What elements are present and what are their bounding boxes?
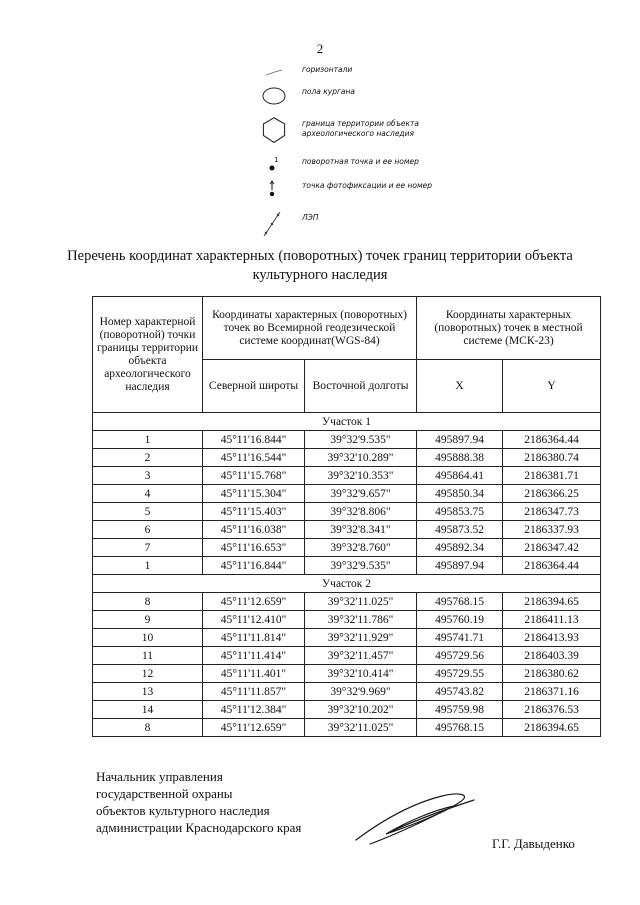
cell-y: 2186380.62 (503, 665, 601, 683)
cell-longitude: 39°32'8.341" (305, 521, 417, 539)
cell-longitude: 39°32'11.457" (305, 647, 417, 665)
legend-item (252, 116, 492, 142)
table-row (93, 431, 601, 449)
cell-latitude: 45°11'16.844" (203, 557, 305, 575)
signer-position-line: объектов культурного наследия (96, 803, 270, 818)
table-row (93, 467, 601, 485)
cell-x: 495743.82 (417, 683, 503, 701)
cell-y: 2186364.44 (503, 557, 601, 575)
cell-y: 2186371.16 (503, 683, 601, 701)
legend-item (252, 178, 492, 204)
cell-latitude: 45°11'12.384" (203, 701, 305, 719)
section-row (93, 575, 601, 593)
cell-point-number: 13 (93, 683, 203, 701)
legend-item (252, 210, 492, 236)
cell-point-number: 1 (93, 557, 203, 575)
cell-longitude: 39°32'10.289" (305, 449, 417, 467)
cell-y: 2186381.71 (503, 467, 601, 485)
cell-y: 2186347.42 (503, 539, 601, 557)
cell-x: 495850.34 (417, 485, 503, 503)
cell-longitude: 39°32'9.657" (305, 485, 417, 503)
cell-y: 2186364.44 (503, 431, 601, 449)
cell-longitude: 39°32'8.760" (305, 539, 417, 557)
legend-item (252, 84, 492, 110)
cell-latitude: 45°11'11.857" (203, 683, 305, 701)
legend-label: пола кургана (302, 87, 356, 96)
cell-y: 2186366.25 (503, 485, 601, 503)
cell-point-number: 10 (93, 629, 203, 647)
table-row (93, 611, 601, 629)
header-msk: Координаты характерных (поворотных) точек в местной системе (МСК-23) (417, 297, 601, 360)
cell-point-number: 8 (93, 719, 203, 737)
cell-y: 2186394.65 (503, 593, 601, 611)
cell-latitude: 45°11'16.844" (203, 431, 305, 449)
cell-latitude: 45°11'15.403" (203, 503, 305, 521)
table-row (93, 521, 601, 539)
polygon-outline-icon (252, 116, 296, 146)
cell-latitude: 45°11'11.414" (203, 647, 305, 665)
header-wgs: Координаты характерных (поворотных) точек во Всемирной геодезической системе координат(WGS-84) (203, 297, 417, 360)
circle-outline-icon (252, 84, 296, 114)
header-north-latitude: Северной широты (203, 360, 305, 413)
cell-latitude: 45°11'16.038" (203, 521, 305, 539)
signer-position-line: Начальник управления (96, 769, 223, 784)
signature (350, 782, 480, 852)
cell-y: 2186411.13 (503, 611, 601, 629)
cell-longitude: 39°32'9.535" (305, 557, 417, 575)
coordinates-table (92, 296, 601, 737)
cell-point-number: 7 (93, 539, 203, 557)
cell-point-number: 1 (93, 431, 203, 449)
header-point-number: Номер характерной (поворотной) точки границы территории объекта археологического наследия (93, 297, 203, 413)
table-row (93, 557, 601, 575)
cell-x: 495897.94 (417, 431, 503, 449)
table-row (93, 719, 601, 737)
cell-y: 2186403.39 (503, 647, 601, 665)
cell-latitude: 45°11'12.659" (203, 719, 305, 737)
header-east-longitude: Восточной долготы (305, 360, 417, 413)
cell-latitude: 45°11'11.814" (203, 629, 305, 647)
section-row (93, 413, 601, 431)
cell-y: 2186413.93 (503, 629, 601, 647)
cell-x: 495888.38 (417, 449, 503, 467)
cell-latitude: 45°11'11.401" (203, 665, 305, 683)
table-row (93, 647, 601, 665)
cell-point-number: 2 (93, 449, 203, 467)
cell-x: 495729.55 (417, 665, 503, 683)
cell-point-number: 4 (93, 485, 203, 503)
table-row (93, 665, 601, 683)
cell-x: 495892.34 (417, 539, 503, 557)
cell-latitude: 45°11'15.768" (203, 467, 305, 485)
cell-longitude: 39°32'9.969" (305, 683, 417, 701)
table-row (93, 503, 601, 521)
legend-item (252, 154, 492, 180)
cell-point-number: 9 (93, 611, 203, 629)
cell-y: 2186394.65 (503, 719, 601, 737)
cell-point-number: 8 (93, 593, 203, 611)
cell-y: 2186380.74 (503, 449, 601, 467)
table-row (93, 683, 601, 701)
cell-point-number: 14 (93, 701, 203, 719)
cell-longitude: 39°32'9.535" (305, 431, 417, 449)
header-x: X (417, 360, 503, 413)
table-row (93, 485, 601, 503)
document-title: Перечень координат характерных (поворотных) точек границ территории объекта культурного наследия (67, 248, 573, 283)
section-title: Участок 1 (93, 413, 601, 431)
legend-label: ЛЭП (302, 213, 319, 222)
cell-x: 495759.98 (417, 701, 503, 719)
cell-point-number: 5 (93, 503, 203, 521)
cell-x: 495760.19 (417, 611, 503, 629)
cell-longitude: 39°32'11.025" (305, 719, 417, 737)
section-title: Участок 2 (93, 575, 601, 593)
legend-label: точка фотофиксации и ее номер (302, 181, 433, 190)
header-y: Y (503, 360, 601, 413)
table-row (93, 593, 601, 611)
table-row (93, 539, 601, 557)
cell-y: 2186376.53 (503, 701, 601, 719)
cell-longitude: 39°32'11.025" (305, 593, 417, 611)
photo-point-icon (252, 178, 296, 208)
cell-longitude: 39°32'11.929" (305, 629, 417, 647)
signer-position-line: государственной охраны (96, 786, 233, 801)
cell-x: 495864.41 (417, 467, 503, 485)
cell-x: 495853.75 (417, 503, 503, 521)
table-row (93, 449, 601, 467)
cell-point-number: 11 (93, 647, 203, 665)
signer-position (96, 768, 301, 836)
table-row (93, 629, 601, 647)
page-number: 2 (316, 41, 324, 56)
legend-label: горизонтали (302, 65, 353, 74)
cell-latitude: 45°11'12.659" (203, 593, 305, 611)
cell-latitude: 45°11'16.653" (203, 539, 305, 557)
cell-x: 495897.94 (417, 557, 503, 575)
cell-point-number: 6 (93, 521, 203, 539)
cell-point-number: 12 (93, 665, 203, 683)
cell-latitude: 45°11'12.410" (203, 611, 305, 629)
svg-text:1: 1 (274, 156, 279, 164)
cell-y: 2186337.93 (503, 521, 601, 539)
cell-x: 495729.56 (417, 647, 503, 665)
cell-x: 495768.15 (417, 719, 503, 737)
cell-point-number: 3 (93, 467, 203, 485)
cell-x: 495768.15 (417, 593, 503, 611)
cell-x: 495873.52 (417, 521, 503, 539)
signer-position-line: администрации Краснодарского края (96, 820, 302, 835)
cell-longitude: 39°32'8.806" (305, 503, 417, 521)
cell-x: 495741.71 (417, 629, 503, 647)
legend-label: граница территории объекта археологического наследия (302, 119, 420, 138)
cell-latitude: 45°11'16.544" (203, 449, 305, 467)
cell-longitude: 39°32'10.414" (305, 665, 417, 683)
cell-longitude: 39°32'10.353" (305, 467, 417, 485)
power-line-icon (252, 210, 296, 240)
cell-latitude: 45°11'15.304" (203, 485, 305, 503)
signer-name: Г.Г. Давыденко (492, 836, 575, 851)
cell-longitude: 39°32'10.202" (305, 701, 417, 719)
cell-longitude: 39°32'11.786" (305, 611, 417, 629)
table-row (93, 701, 601, 719)
legend-label: поворотная точка и ее номер (302, 157, 419, 166)
cell-y: 2186347.73 (503, 503, 601, 521)
table-body (93, 413, 601, 737)
